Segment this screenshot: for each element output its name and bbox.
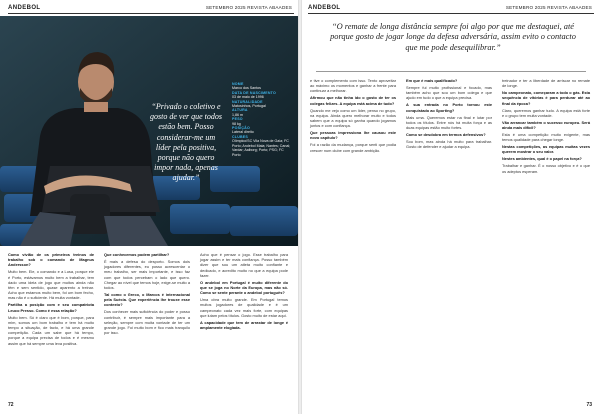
question: O andebol em Portugal é muito diferente do que se joga no Norte da Europa, mas não só. Como se sente perante o andebol português? [200, 279, 288, 296]
left-column-2 [104, 252, 190, 337]
section-brand: ANDEBOL [8, 5, 41, 11]
question: Nestas competições, as equipas muitas vezes querem mostrar o seu valor. [502, 144, 590, 155]
stat-position-value: Lateral direito [232, 130, 254, 135]
answer: e tive o complemento com isso. Tento aproveitar ao máximo os momentos e ganhar a frente para continuar a melhorar. [310, 78, 396, 94]
issue-line: SETEMBRO 2025 REVISTA ABAADES [205, 5, 292, 10]
question: Que conhecemos podem partilhar? [104, 252, 170, 257]
player-stats-panel [232, 82, 292, 157]
stat-clubs-value: Olímpico/SC Vila Nova de Gaia; FC Porto; Andebol Maia; Nantes; Canal; Vardar; Aalborg; Porto; PSG; FC Porto [232, 139, 291, 157]
stat-birth-label: DATA DE NASCIMENTO [232, 90, 276, 95]
question: Partilha a posição com e seu compatriota Leuco Presso. Como é essa relação? [8, 302, 94, 313]
question: A capacidade que tem de arrastar de longe é amplamente elogiada. [200, 319, 288, 331]
left-page [0, 0, 298, 414]
issue-line: SETEMBRO 2025 REVISTA ABAADES [505, 5, 592, 10]
right-page [302, 0, 600, 414]
answer: treinador e ter a liberdade de arriscar no remate de longe. [502, 78, 590, 89]
question: Afirmou que não tinha ido o gosto de ter os colegas felizes. A equipa está acima de tudo? [310, 95, 396, 106]
quote-divider [316, 71, 586, 72]
section-brand: ANDEBOL [308, 5, 341, 11]
answer: Sempre fui muito profissional e focado, mas também acho que sou um bom colega e que ajudo em tudo o que a equipa precisa. [406, 85, 492, 101]
right-column-2 [406, 78, 492, 151]
header-rule [8, 13, 294, 14]
answer: Mais uma. Queremos estar na final e lutar por todos os títulos. Entre nós há muita força e as duas equipas estão muito fortes. [406, 114, 492, 131]
question: A sua entrada no Porto tornou este conquistado ao Sporting? [406, 102, 492, 113]
answer: Dos conhecer mais suficiência do poder e posso contribuir, é sempre mais importante para a seleção, sempre com muita vontade de ter um grande jogo. Foi muito bom e fico mais tranquilo por isso. [104, 309, 190, 336]
answer: Muito bem. Ele, o comando e a Lusa, porque ele é Porto, estávamos muito bem a trabalhar, tem dado uma ideia de jogo que muitos ainda não têm e sem sentido, quase aparento a treinar. Acho que estamos muito bem, foi um bom fecho, mas não é o suficiente. Há muita vontade. [8, 269, 94, 301]
stat-name-value: Marco dos Santos [232, 86, 261, 91]
answer: Esta é uma competição muito exigente, mas temos qualidade para chegar longe. [502, 132, 590, 143]
stat-weight-label: PESO [232, 117, 243, 122]
stat-origin-value: Matosinhos, Portugal [232, 104, 266, 109]
stat-position-label: POSIÇÃO [232, 126, 250, 131]
answer: Acho que é pensar o jogo. Esse trabalho para jogar assim e ter mais confiança. Posso também dizer que sou um atleta muito confiante e dedicado, e acredito muito no que a equipa pode fazer. [200, 252, 288, 278]
answer: Claro, queremos ganhar tudo. A equipa está forte e o grupo tem muita vontade. [502, 107, 590, 118]
stat-birth-value: 03 de maio de 1996 [232, 95, 264, 100]
left-column-3 [200, 252, 288, 332]
answer: É mais a defesa do desporto. Somos dois jogadores diferentes, eu posso acrescentar o meu trabalho, ser mais importante, e isso faz com que todos percebam o lado que quero. Chegar ao nível que temos hoje, exige-se muito a todos. [104, 259, 190, 291]
right-column-1 [310, 78, 396, 155]
question: Como vivião de os primeiros treinos de trabalho sob o comando de Magnus Andersson? [8, 252, 94, 268]
question: Em que é mais qualificado? [406, 78, 458, 83]
right-column-3 [502, 78, 590, 176]
question: Nestes ambientes, qual é o papel na força? [502, 156, 582, 162]
question: Vão arrancar também o sucesso europeu. Será ainda mais difícil? [502, 119, 590, 131]
header-rule [308, 13, 594, 14]
answer: Quando me vejo como um líder, penso no grupo, na equipa. Ainda quero melhorar muito e todos sabem que a equipa só ganha quando jogamos juntos e com confiança. [310, 107, 396, 129]
left-column-1 [8, 252, 94, 348]
answer: Trabalhar e ganhar. É o nosso objetivo e é o que os adeptos esperam. [502, 163, 590, 174]
answer: Muito bem. Só é claro que é bom, porque, para mim, somos um bom trabalho e tem há muito tempo a situação, de facto, e há uma grande competição. Cada um sabe que há tempo, porque a equipa precisa de todos e é mesmo assim que há sempre uma leva positiva. [8, 314, 94, 346]
pull-quote: “O remate de longa distância sempre foi algo por que me destaquei, até porque gosto de jogar longe da defesa adversária, assim evito o contacto que me pode desequilibrar.” [330, 22, 576, 52]
stat-height-label: ALTURA [232, 108, 248, 113]
question: Como se desdobra em termos defensivos? [406, 132, 486, 138]
pull-quote: “Privado o coletivo e gosto de ver que todos estão bem. Posso considerar-me um líder pela positiva, porque não quero impor nada, apenas ajudar.” [150, 102, 222, 183]
stat-weight-value: 98 kg [232, 121, 241, 126]
question: Que pessoas impressiona lhe causou este novo capítulo? [310, 130, 396, 141]
question: Tal como o Greco, o Marcos é internacional pela Suécia. Que experiência lhe trouxe esse contexto? [104, 292, 190, 308]
stat-origin-label: NATURALIDADE [232, 99, 263, 104]
question: No campeonato, começaram a todo o gás. Esta sequência de vitórias é para perdurar até ao final da época? [502, 90, 590, 106]
page-number-right: 73 [586, 402, 592, 408]
answer: Foi a razão da mudança, porque senti que podia crescer num clube com grande ambição. [310, 142, 396, 153]
page-number-left: 72 [8, 402, 14, 408]
stat-clubs-label: CLUBES [232, 134, 248, 139]
stat-height-value: 1,86 m [232, 112, 243, 117]
stat-name-label: NOME [232, 82, 244, 86]
answer: Uma obra muito grande. Em Portugal temos muitos jogadores de qualidade e é um campeonato cada vez mais forte, com equipas que lutam pelos títulos. Gosto muito de estar aqui. [200, 297, 288, 318]
answer: Sou bom, mas ainda há muito para trabalhar. Gosto de defender e ajudar a equipa. [406, 139, 492, 150]
